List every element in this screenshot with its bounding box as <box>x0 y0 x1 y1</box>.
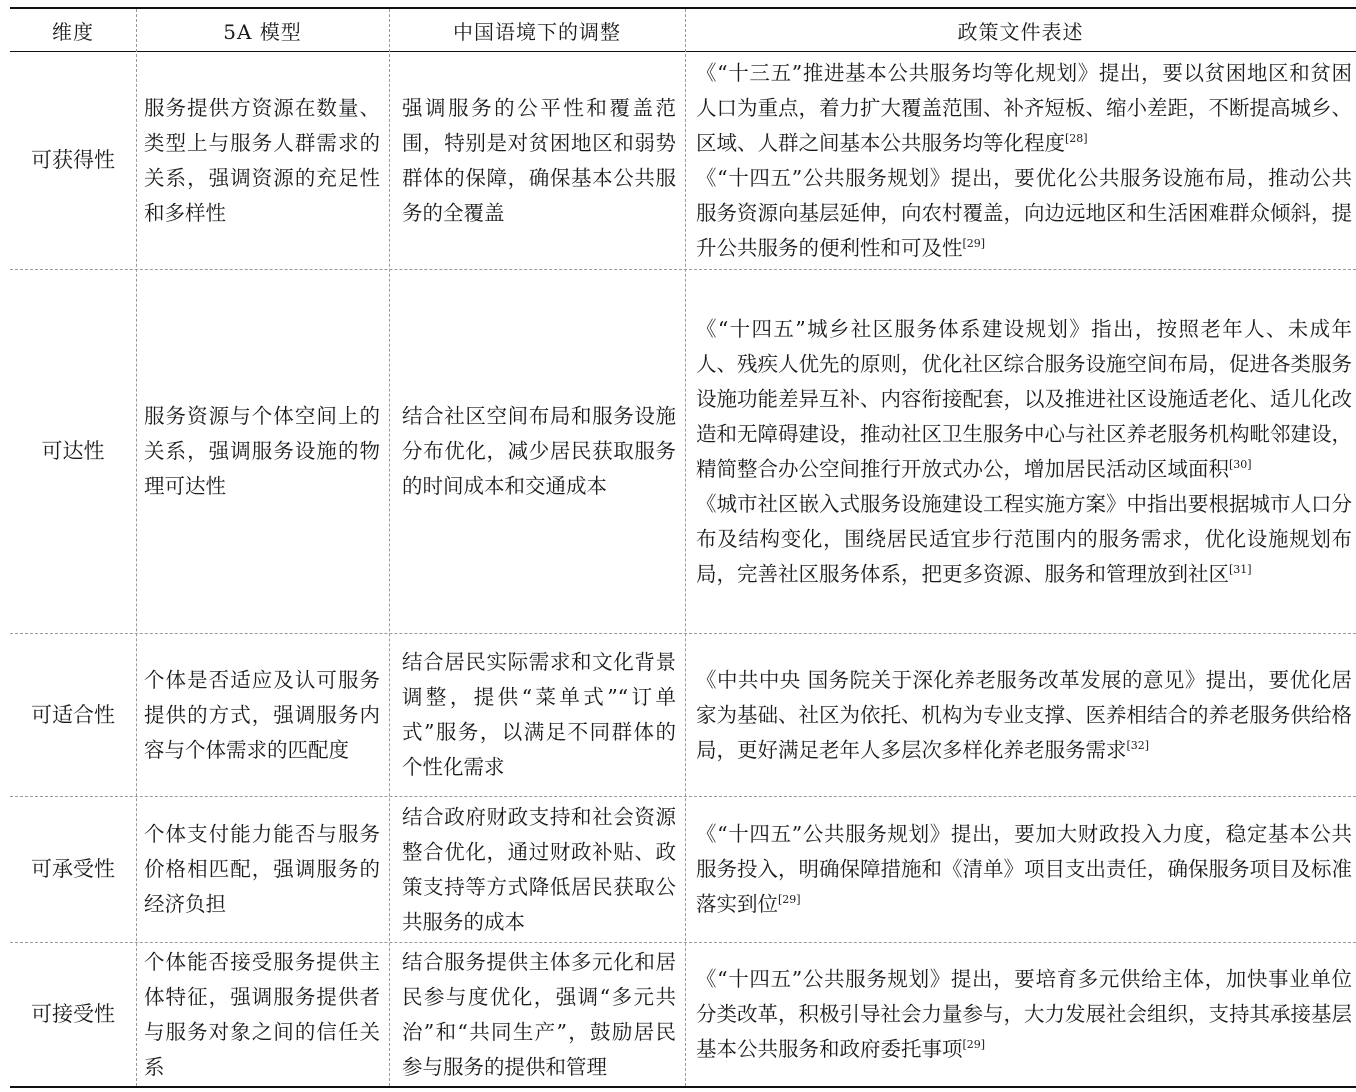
policy-text: 《“十四五”公共服务规划》提出，要培育多元供给主体，加快事业单位分类改革，积极引导社会力量参与，大力发展社会组织，支持其承接基层基本公共服务和政府委托事项 <box>696 967 1352 1061</box>
policy-cell <box>686 270 1356 633</box>
policy-cell <box>686 797 1356 942</box>
policy-paragraph <box>696 56 1352 161</box>
dimension-cell: 可达性 <box>41 439 105 463</box>
model-text: 服务资源与个体空间上的关系，强调服务设施的物理可达性 <box>144 404 380 498</box>
policy-paragraph <box>696 663 1352 768</box>
policy-cell <box>686 943 1356 1086</box>
adjustment-text: 强调服务的公平性和覆盖范围，特别是对贫困地区和弱势群体的保障，确保基本公共服务的全覆盖 <box>402 95 676 225</box>
policy-paragraph <box>696 817 1352 922</box>
policy-text: 《中共中央 国务院关于深化养老服务改革发展的意见》提出，要优化居家为基础、社区为依托、机构为专业支撑、医养相结合的养老服务供给格局，更好满足老年人多层次多样化养老服务需求 <box>696 667 1352 762</box>
model-text: 个体是否适应及认可服务提供的方式，强调服务内容与个体需求的匹配度 <box>144 667 380 762</box>
citation-ref: [28] <box>1065 131 1088 145</box>
adjustment-cell <box>390 634 684 796</box>
model-cell <box>136 943 388 1086</box>
dimension-cell: 可承受性 <box>31 857 115 881</box>
header-dimension: 维度 <box>52 19 94 44</box>
citation-ref: [32] <box>1126 738 1150 752</box>
policy-text: 《“十四五”公共服务规划》提出，要加大财政投入力度，稳定基本公共服务投入，明确保障措施和《清单》项目支出责任，确保服务项目及标准落实到位 <box>696 822 1352 916</box>
policy-table <box>10 7 1356 1088</box>
citation-ref: [31] <box>1229 562 1252 576</box>
adjustment-text: 结合社区空间布局和服务设施分布优化，减少居民获取服务的时间成本和交通成本 <box>402 404 676 498</box>
citation-ref: [30] <box>1229 457 1252 471</box>
model-cell <box>136 270 388 633</box>
policy-paragraph <box>696 962 1352 1067</box>
adjustment-cell <box>390 52 684 269</box>
adjustment-cell <box>390 270 684 633</box>
adjustment-text: 结合服务提供主体多元化和居民参与度优化，强调“多元共治”和“共同生产”，鼓励居民参与服务的提供和管理 <box>402 949 676 1079</box>
policy-cell <box>686 634 1356 796</box>
dimension-cell: 可获得性 <box>31 148 115 172</box>
dimension-cell: 可接受性 <box>31 1002 115 1026</box>
bottom-rule <box>10 1086 1356 1088</box>
policy-text: 《“十三五”推进基本公共服务均等化规划》提出，要以贫困地区和贫困人口为重点，着力扩大覆盖范围、补齐短板、缩小差距，不断提高城乡、区域、人群之间基本公共服务均等化程度 <box>696 60 1352 155</box>
adjustment-cell <box>390 797 684 942</box>
model-text: 个体支付能力能否与服务价格相匹配，强调服务的经济负担 <box>144 822 380 916</box>
adjustment-text: 结合政府财政支持和社会资源整合优化，通过财政补贴、政策支持等方式降低居民获取公共服务的成本 <box>402 804 676 934</box>
citation-ref: [29] <box>962 236 986 250</box>
adjustment-cell <box>390 943 684 1086</box>
model-cell <box>136 797 388 942</box>
citation-ref: [29] <box>962 1038 986 1051</box>
header-policy-statement: 政策文件表述 <box>957 19 1084 44</box>
policy-cell <box>686 52 1356 269</box>
policy-text: 《“十四五”公共服务规划》提出，要优化公共服务设施布局，推动公共服务资源向基层延伸，向农村覆盖，向边远地区和生活困难群众倾斜，提升公共服务的便利性和可及性 <box>696 165 1352 260</box>
policy-paragraph <box>696 161 1352 266</box>
model-text: 服务提供方资源在数量、类型上与服务人群需求的关系，强调资源的充足性和多样性 <box>144 95 380 225</box>
dimension-cell: 可适合性 <box>31 702 115 727</box>
policy-paragraph <box>696 487 1352 592</box>
citation-ref: [29] <box>778 893 801 906</box>
adjustment-text: 结合居民实际需求和文化背景调整，提供“菜单式”“订单式”服务，以满足不同群体的个性化需求 <box>402 650 676 779</box>
header-china-adjustment: 中国语境下的调整 <box>453 19 621 44</box>
policy-text: 《“十四五”城乡社区服务体系建设规划》指出，按照老年人、未成年人、残疾人优先的原则，优化社区综合服务设施空间布局，促进各类服务设施功能差异互补、内容衔接配套，以及推进社区设施适老化、适儿化改造和无障碍建设，推动社区卫生服务中心与社区养老服务机构毗邻建设，精简整合办公空间推行开放式办公，增加居民活动区域面积 <box>696 316 1352 481</box>
header-5a-model: 5A 模型 <box>223 19 302 44</box>
model-cell <box>136 52 388 269</box>
model-cell <box>136 634 388 796</box>
policy-text: 《城市社区嵌入式服务设施建设工程实施方案》中指出要根据城市人口分布及结构变化，围绕居民适宜步行范围内的服务需求，优化设施规划布局，完善社区服务体系，把更多资源、服务和管理放到社区 <box>696 491 1352 586</box>
policy-paragraph <box>696 312 1352 487</box>
model-text: 个体能否接受服务提供主体特征，强调服务提供者与服务对象之间的信任关系 <box>144 949 380 1079</box>
